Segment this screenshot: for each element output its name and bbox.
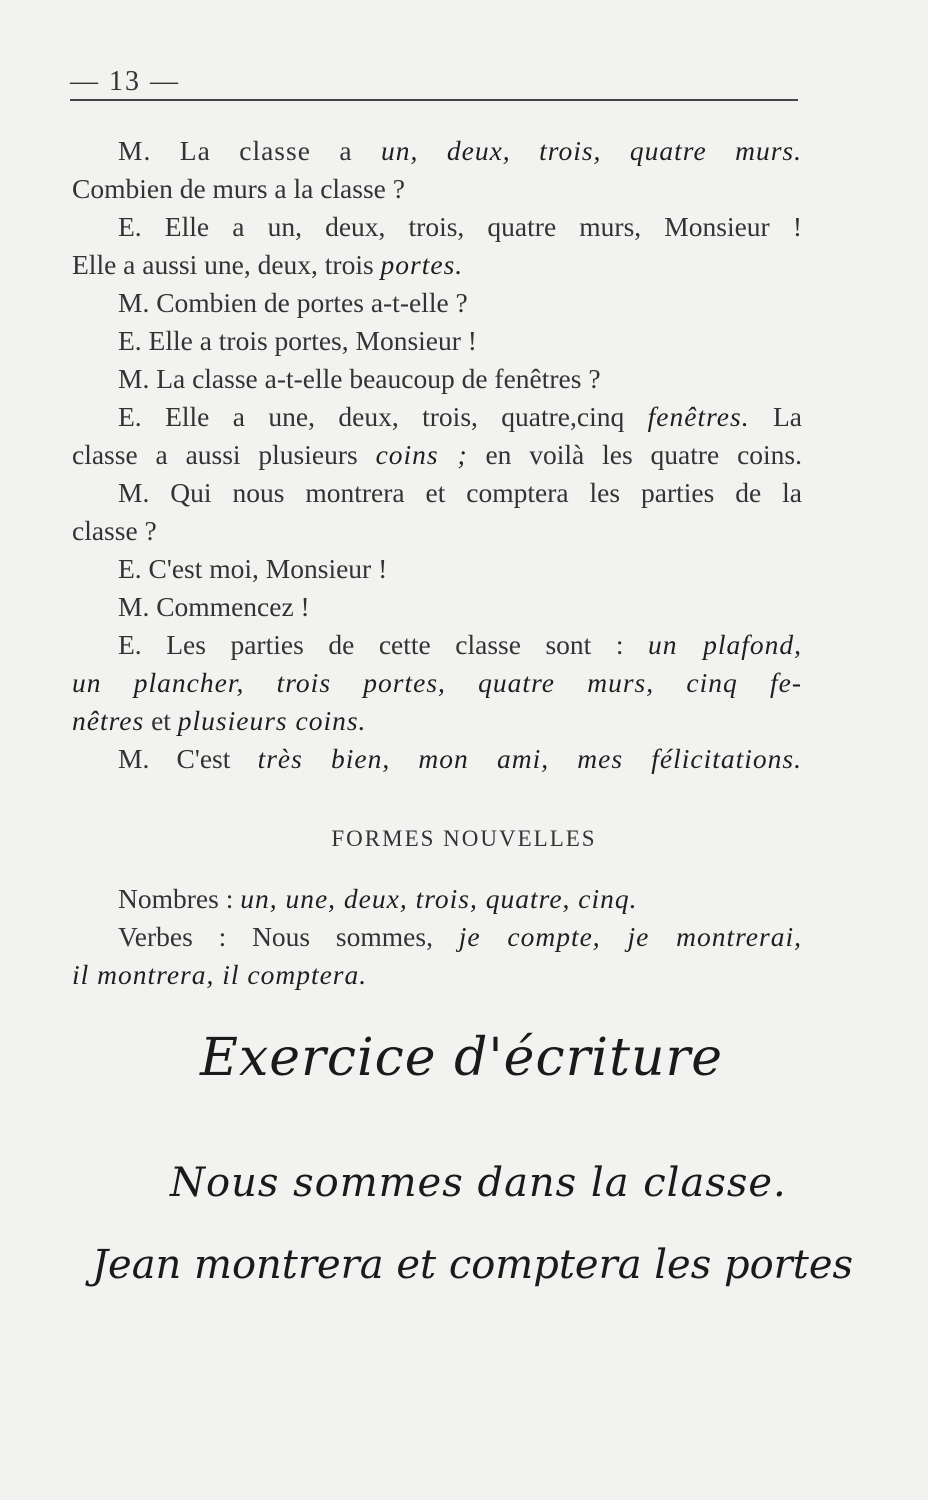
verbs-line: Verbes : Nous sommes, je compte, je montrerai, [118, 921, 802, 952]
dialogue-line: M. La classe a un, deux, trois, quatre murs. [118, 135, 802, 166]
dialogue-block [72, 132, 802, 778]
dialogue-line: Elle a aussi une, deux, trois portes. [72, 249, 464, 280]
header-rule [70, 99, 798, 101]
dialogue-line: un plancher, trois portes, quatre murs, cinq fe- [72, 667, 802, 698]
dialogue-line: nêtres et plusieurs coins. [72, 705, 367, 736]
verbs-line-continued: il montrera, il comptera. [72, 959, 368, 990]
section-title: FORMES NOUVELLES [331, 826, 597, 851]
dialogue-line: E. Elle a trois portes, Monsieur ! [118, 325, 477, 356]
dialogue-line: Combien de murs a la classe ? [72, 173, 405, 204]
dialogue-line: E. C'est moi, Monsieur ! [118, 553, 388, 584]
dialogue-line: M. La classe a-t-elle beaucoup de fenêtres ? [118, 363, 601, 394]
dialogue-line: E. Elle a une, deux, trois, quatre,cinq fenêtres. La [118, 401, 802, 432]
dialogue-line: M. Combien de portes a-t-elle ? [118, 287, 468, 318]
dialogue-line: M. C'est très bien, mon ami, mes félicitations. [118, 743, 802, 774]
dialogue-line: E. Les parties de cette classe sont : un plafond, [118, 629, 802, 660]
page-number: — 13 — [70, 66, 180, 97]
exercise-title: Exercice d'écriture [200, 1028, 724, 1088]
dialogue-line: M. Qui nous montrera et comptera les parties de la [118, 477, 802, 508]
dialogue-line: E. Elle a un, deux, trois, quatre murs, Monsieur ! [118, 211, 802, 242]
exercise-line: Nous sommes dans la classe. [170, 1160, 787, 1206]
exercise-line: Jean montrera et comptera les portes [92, 1242, 854, 1288]
dialogue-line: classe a aussi plusieurs coins ; en voilà les quatre coins. [72, 439, 802, 470]
new-forms-block [72, 880, 802, 994]
numbers-line: Nombres : un, une, deux, trois, quatre, cinq. [118, 883, 638, 914]
dialogue-line: M. Commencez ! [118, 591, 310, 622]
dialogue-line: classe ? [72, 515, 157, 546]
